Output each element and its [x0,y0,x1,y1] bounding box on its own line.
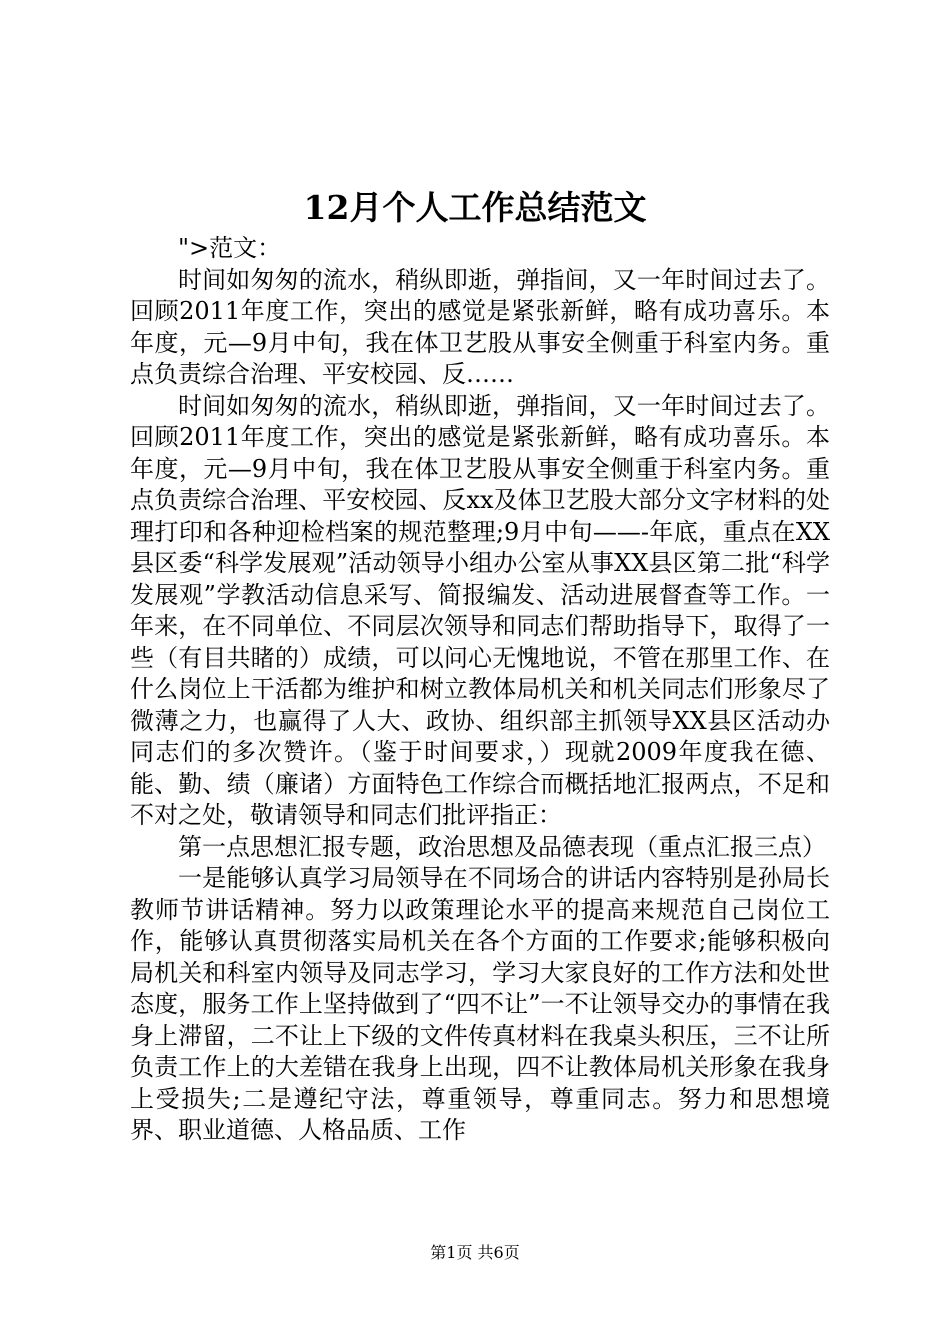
document-title: 12月个人工作总结范文 [303,188,647,227]
paragraph-summary: 时间如匆匆的流水，稍纵即逝，弹指间，又一年时间过去了。回顾2011年度工作，突出的感觉是紧张新鲜，略有成功喜乐。本年度，元—9月中旬，我在体卫艺股从事安全侧重于科室内务。重点负责综合治理、平安校园、反…… [130,265,830,388]
paragraph-section-content: 一是能够认真学习局领导在不同场合的讲话内容特别是孙局长教师节讲话精神。努力以政策理论水平的提高来规范自己岗位工作，能够认真贯彻落实局机关在各个方面的工作要求;能够积极向局机关和科室内领导及同志学习，学习大家良好的工作方法和处世态度，服务工作上坚持做到了“四不让”一不让领导交办的事情在我身上滞留，二不让上下级的文件传真材料在我桌头积压，三不让所负责工作上的大差错在我身上出现，四不让教体局机关形象在我身上受损失;二是遵纪守法，尊重领导，尊重同志。努力和思想境界、职业道德、人格品质、工作 [130,864,830,1144]
paragraph-intro: ">范文： [178,234,282,262]
paragraph-main: 时间如匆匆的流水，稍纵即逝，弹指间，又一年时间过去了。回顾2011年度工作，突出的感觉是紧张新鲜，略有成功喜乐。本年度，元—9月中旬，我在体卫艺股从事安全侧重于科室内务。重点负责综合治理、平安校园、反xx及体卫艺股大部分文字材料的处理打印和各种迎检档案的规范整理;9月中旬——-年底，重点在XX县区委“科学发展观”活动领导小组办公室从事XX县区第二批“科学发展观”学教活动信息采写、简报编发、活动进展督查等工作。一年来，在不同单位、不同层次领导和同志们帮助指导下，取得了一些（有目共睹的）成绩，可以问心无愧地说，不管在那里工作、在什么岗位上干活都为维护和树立教体局机关和机关同志们形象尽了微薄之力，也赢得了人大、政协、组织部主抓领导XX县区活动办同志们的多次赞许。（鉴于时间要求，）现就2009年度我在德、能、勤、绩（廉诸）方面特色工作综合而概括地汇报两点，不足和不对之处，敬请领导和同志们批评指正： [130,391,830,829]
paragraph-section-heading: 第一点思想汇报专题，政治思想及品德表现（重点汇报三点） [178,832,826,861]
document-body [130,233,830,1147]
page-number: 第1页 共6页 [430,1243,520,1262]
